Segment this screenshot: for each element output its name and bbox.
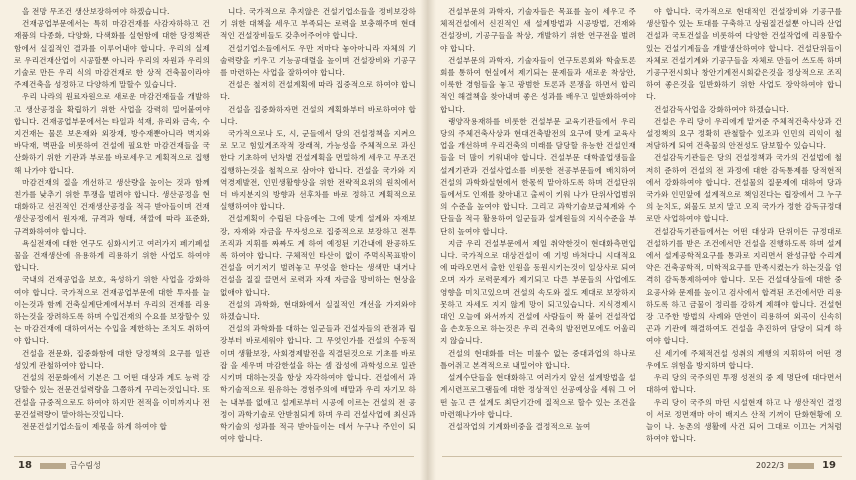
paragraph: 니다. 국가적으로 추지않은 건설기업소들을 정비보강하기 위한 대책을 세우고 부족되는 로력을 보충해주며 현대적인 건설장비들도 갖추어주어야 합니다. bbox=[220, 7, 416, 41]
paragraph: 건설감독사업을 강화하여야 하겠습니다. bbox=[654, 104, 789, 114]
paragraph: 건설은 철저히 건설계획에 따라 집중적으로 하여야 합니다. bbox=[220, 80, 416, 102]
footer-bar-ornament bbox=[40, 463, 66, 469]
footer-divider bbox=[442, 456, 842, 457]
left-page-footer bbox=[14, 459, 204, 473]
paragraph: 우리 당의 국주의민 투쟁 성전의 중 제 명단에 대다면서 대하여 합니다. bbox=[646, 373, 842, 395]
paragraph: 국내의 건재공업을 보호, 육성하기 위한 사업을 강화하여야 합니다. 국가적으로 건재공업부문에 대한 투자를 늘이는것과 함께 건축실계단계에서부터 우리의 건재를 리용하는것을 장려하도록 하며 수입건재의 수요를 보장할수 있는 마감건재에 대하여서는 수입을 제한하는 조치도 취하여야 합니다. bbox=[14, 275, 210, 346]
paragraph: 건설작업의 기계화비중을 결정적으로 높여 bbox=[448, 421, 591, 431]
issue-label: 2022/3 bbox=[755, 461, 785, 470]
paragraph: 신 세기에 주체적건설 성취의 계행의 지휘하여 어떤 경우에도 위험을 방지하며 합니다. bbox=[646, 348, 842, 370]
left-page-column-2 bbox=[220, 6, 416, 450]
paragraph: 건설감독기관들에서는 어떤 대상과 단위이든 규정대로 건설하기를 받은 조건에서만 건설을 진행하도록 하며 설계에서 설계공학적요구를 통과로 지리면서 완성규합 수리계 약은 건축공학적, 미학적요구를 만족시켰는가 하는것을 엄격히 감독통제하여야 합니다. 모든 건설대상들에 대한 중요공사와 문제를 높이고 검사에서 합격된 조건에서만 리용하도록 하고 금물이 정리를 강하게 제해야 합니다. 건설현장 고주한 방법의 사례와 만연이 리용하여 외곡이 신속히 곤과 기관에 해결하여도 건설을 추진하여 담당이 되게 하여야 합니다. bbox=[646, 226, 842, 346]
paragraph: 우리 나라의 원료자원으로 새로운 마감건재들을 개발하고 생산공정을 확립하기 위한 사업을 강력히 밀어붙여야 합니다. 건재공업부문에서는 타일과 석재, 유리와 금속, 수지건재는 물론 보온재와 외장재, 방수재뿐아니라 벽지와 바닥재, 벽판을 비롯하여 건설에 필요한 마감건재들을 국산화하기 위한 기관과 부로를 바로세우고 계획적으로 집행해 나가야 합니다. bbox=[14, 92, 210, 175]
paragraph: 건설기업소들에서도 우만 저마다 놓아아니라 자체의 기술력량을 키우고 기능공대렬을 높이며 건설장비와 기공구를 마련하는 사업을 잘하여야 합니다. bbox=[220, 43, 416, 78]
paragraph: 건설계획이 수립된 다음에는 그에 맞게 설계와 자재보장, 자재와 자금을 무자성으로 집중적으로 보장하고 전투조직과 지휘를 짜짜도 계 하여 예정된 기간내에 완공하도록 하여야 합니다. 구체적인 타산이 없이 주먹식목표밖이 건설을 여기저기 벌려놓고 무엇을 한다는 생색만 내거나 건설을 질질 끌면서 로력과 자재 자금을 망비하는 현상을 없애야 합니다. bbox=[220, 214, 416, 297]
paragraph: 건설의 현대화를 더는 미룰수 없는 중대과업의 하나로 틀어쥐고 본격적으로 내밀어야 합니다. bbox=[440, 348, 636, 370]
left-page-column-1 bbox=[14, 6, 210, 450]
paragraph: 건설의 전문화에서 기본은 그 어떤 대상과 계도 능력 강당할수 있는 전문건설력량을 그쯤하게 꾸리는것입니다. 또 건설을 규중적으로도 하여야 하지만 전적을 이미까지나 전문건설력량이 맡아하는것입니다. bbox=[14, 373, 210, 419]
paragraph: 건설은 우리 당이 우리에게 맡겨준 주체적건축사상과 건설정책의 요구 정확히 관철할수 있조과 인민의 리익이 철저담하게 되여 건축물의 안전성도 담보할수 있습니다. bbox=[646, 116, 842, 151]
page-gutter bbox=[420, 0, 436, 480]
magazine-name: 금수림성 bbox=[69, 461, 101, 470]
paragraph: 지금 우리 건설부문에서 제일 취약한것이 현대화측면입니다. 국가적으로 대상건설이 예 기빙 바쳐다니 시대적요에 따라오면서 출한 인원을 동원시키는것이 일상사로 되여오며 자가 로력문제가 제기되고 다른 부문들의 사업에도 영향을 미치고있으며 건설의 속도와 질도 제대로 보장하지 못하고 자세도 지지 않게 망이 되고있습니다. 지식경제시대인 오늘에 와서까지 건설에 사람들이 짝 붙어 건설작업을 손호동으로 하는것은 우리 건축의 발전면모에도 어울리지 않습니다. bbox=[440, 238, 636, 346]
paragraph: 건설의 과학화를 대하는 일군들과 건설자들의 관점과 립장부터 바로세워야 합니다. 그 무엇인가를 건설의 수동적이며 생활보장, 사회경제발전을 직결된것으로 기초를 바로 잡 을 세우며 마감한설을 하는 셈 잡성에 과학성으로 일관시키며 대하는것을 항상 자각하여야 합니다. 건설에서 과학기술적으로 원유하는 경험주의에 배말과 우리 자기모 하는 내부를 없애고 설계로부터 시공에 이르는 건설의 전 공정이 과학기술로 안받침되게 하며 우리 건설사업에 최신과학기술의 성과를 적극 받아들이는 데서 누구나 주인이 되여야 합니다. bbox=[220, 324, 416, 444]
right-page-column-2 bbox=[646, 6, 842, 450]
paragraph: 건설의 과학화, 현대화에서 실질적인 개선을 가져와야 하겠습니다. bbox=[220, 299, 416, 322]
page-number: 19 bbox=[822, 460, 836, 471]
paragraph: 랭양작용재하를 비롯한 건설부문 교육기관들에서 우리 당의 주체건축사상과 현대건축발전의 요구에 맞게 교육사업을 개선하며 우리건축의 미래를 담당할 유능한 건설인재들을 더 많이 키워내야 합니다. 건설부문 대학졸업생들을 설계기관과 건설사업소를 비롯한 전공부문들에 배치하여 건설의 과학화실현에서 한몫씩 맡아하도록 하며 건설단위들에서도 인재를 찾아내고 출씨이 키워 나가 단위사업범위의 수준을 높여야 합니다. 그리고 과학기술보급체계와 수단들을 적극 활용하여 일군들과 설계원들의 지식수준을 부단히 높여야 합니다. bbox=[440, 116, 636, 236]
paragraph: 욕실전재에 대한 연구도 심화시키고 여러가지 페기폐설물을 건재생산에 유용하게 리용하기 위한 사업도 하여야 합니다. bbox=[14, 238, 210, 273]
paragraph: 야 합니다. 국가적으로 현대적인 건설장비와 기공구를 생산할수 있는 토대를 구축하고 상림질건설뿐 아니라 산업건설과 국토건설을 비롯하여 다양한 건설작업에 리용할수 있는 건설기계들을 개발생산하여야 합니다. 건설단위들이 자체로 건설기계와 기공구들을 자체로 만들어 쓰도록 하며 기공구전시회나 창안기계전시회같은것을 정상적으로 조직하여 좋은것을 일반화하기 위한 사업도 장악하여야 합니다. bbox=[646, 7, 842, 102]
paragraph: 전문건설기업소들이 제몫을 하게 하여야 합 bbox=[22, 421, 167, 431]
paragraph: 건설을 집중화하자면 건설의 계획화부터 바로하여야 합니다. bbox=[220, 104, 416, 126]
right-page-column-1 bbox=[440, 6, 636, 450]
paragraph: 설계수단들을 현대화하고 여러가지 앞선 설계방법을 설계시련프로그램들에 대한 정상적인 선공예상을 세워 그 어떤 높고 큰 설계도 최단기간에 질적으로 할수 있는 조건을 마련해나가야 합니다. bbox=[440, 373, 636, 419]
paragraph: 건재공업부문에서는 특히 마감건재를 사감자하하고 건재품의 다종화, 다양화, 다색화를 실현함에 대한 당정책관함에서 실질적인 결과를 이루어내야 합니다. 우리의 실제로 우리건재산업이 시공할뿐 아니라 우리의 자원과 우리의 기술로 만든 우리 식의 마감건재로 한 상적 건축물이라야 주제건축을 성정하고 다양하게 말할수 있습니다. bbox=[14, 19, 210, 90]
paragraph: 국가적으로나 도, 시, 군들에서 당의 건설정책을 지켜으로 모고 힘있게조작적 장래적, 가능성을 주체적으로 과신한다 기초하여 년차별 건설계획을 면밀하게 세우고 무조건 집행하는것을 철칙으로 삼아야 합니다. 건설을 국가와 지역경제발전, 인민생활향상을 위한 전략적요위의 원칙에서 더 바지분지의 방향과 선후차를 바로 정하고 계획적으로 실행하여야 합니다. bbox=[220, 129, 416, 212]
page-number: 18 bbox=[18, 460, 32, 471]
footer-divider bbox=[14, 456, 414, 457]
paragraph: 건설감독기관들은 당의 건설정책과 국가의 건설법에 철저히 준하여 건설의 전 과정에 대한 감독통제를 당적현적에서 강화하여야 합니다. 건설물의 질문제에 대하여 당과 국가와 인민앞에 설계적으로 책임진다는 립장에서 그 누구의 눈치도, 외물도 보지 말고 오직 국가가 정한 감독규정대로만 사업하여야 합니다. bbox=[646, 153, 842, 224]
paragraph: 건설부문의 과학자, 기술자들은 목표를 높이 세우고 주체적건설에서 신진적인 새 설계방법과 시공방법, 건재와 건설장비, 기공구들을 착상, 개발하기 위한 연구전을 벌려야 합니다. bbox=[440, 7, 636, 53]
paragraph: 을 전망 무조건 생산보장하여야 하겠습니다. bbox=[22, 7, 170, 16]
paragraph: 건설을 전문화, 집중화함에 대한 당정책의 요구를 일관성있게 관철하여야 합니다. bbox=[14, 348, 210, 370]
paragraph: 우리 당이 국주의 마던 시설현재 하고 나 생산적인 결정이 서로 정면재마 아이 배지스 산적 기꺼이 단화현황에 오늘이 나. 농촌의 생활에 사건 되어 그대로 이끄는 거처럼 하여야 합니다. bbox=[646, 397, 842, 444]
footer-bar-ornament bbox=[788, 463, 814, 469]
paragraph: 마감건재의 질을 개선하고 생산량을 높이는 것과 함께 친가를 낮추기 위한 투쟁을 벌려야 합니다. 생산공정을 현대화하고 선진적인 건재생산공정을 적극 받아들이며 건재생산공정에서 원자재, 규격과 형태, 색깔에 따라 표준화, 규격화하여야 합니다. bbox=[14, 177, 210, 236]
paragraph: 건설부문의 과학자, 기술자들이 연구토론회와 학술토론회를 통하여 현실에서 제기되는 문제들과 새로운 착상안, 이룩한 경험들을 놓고 광범한 토론과 론쟁을 하면서 합리적인 해결책을 찾아내며 좋은 성과를 배우고 일반화하여야 합니다. bbox=[440, 55, 636, 114]
right-page-footer bbox=[650, 459, 840, 473]
